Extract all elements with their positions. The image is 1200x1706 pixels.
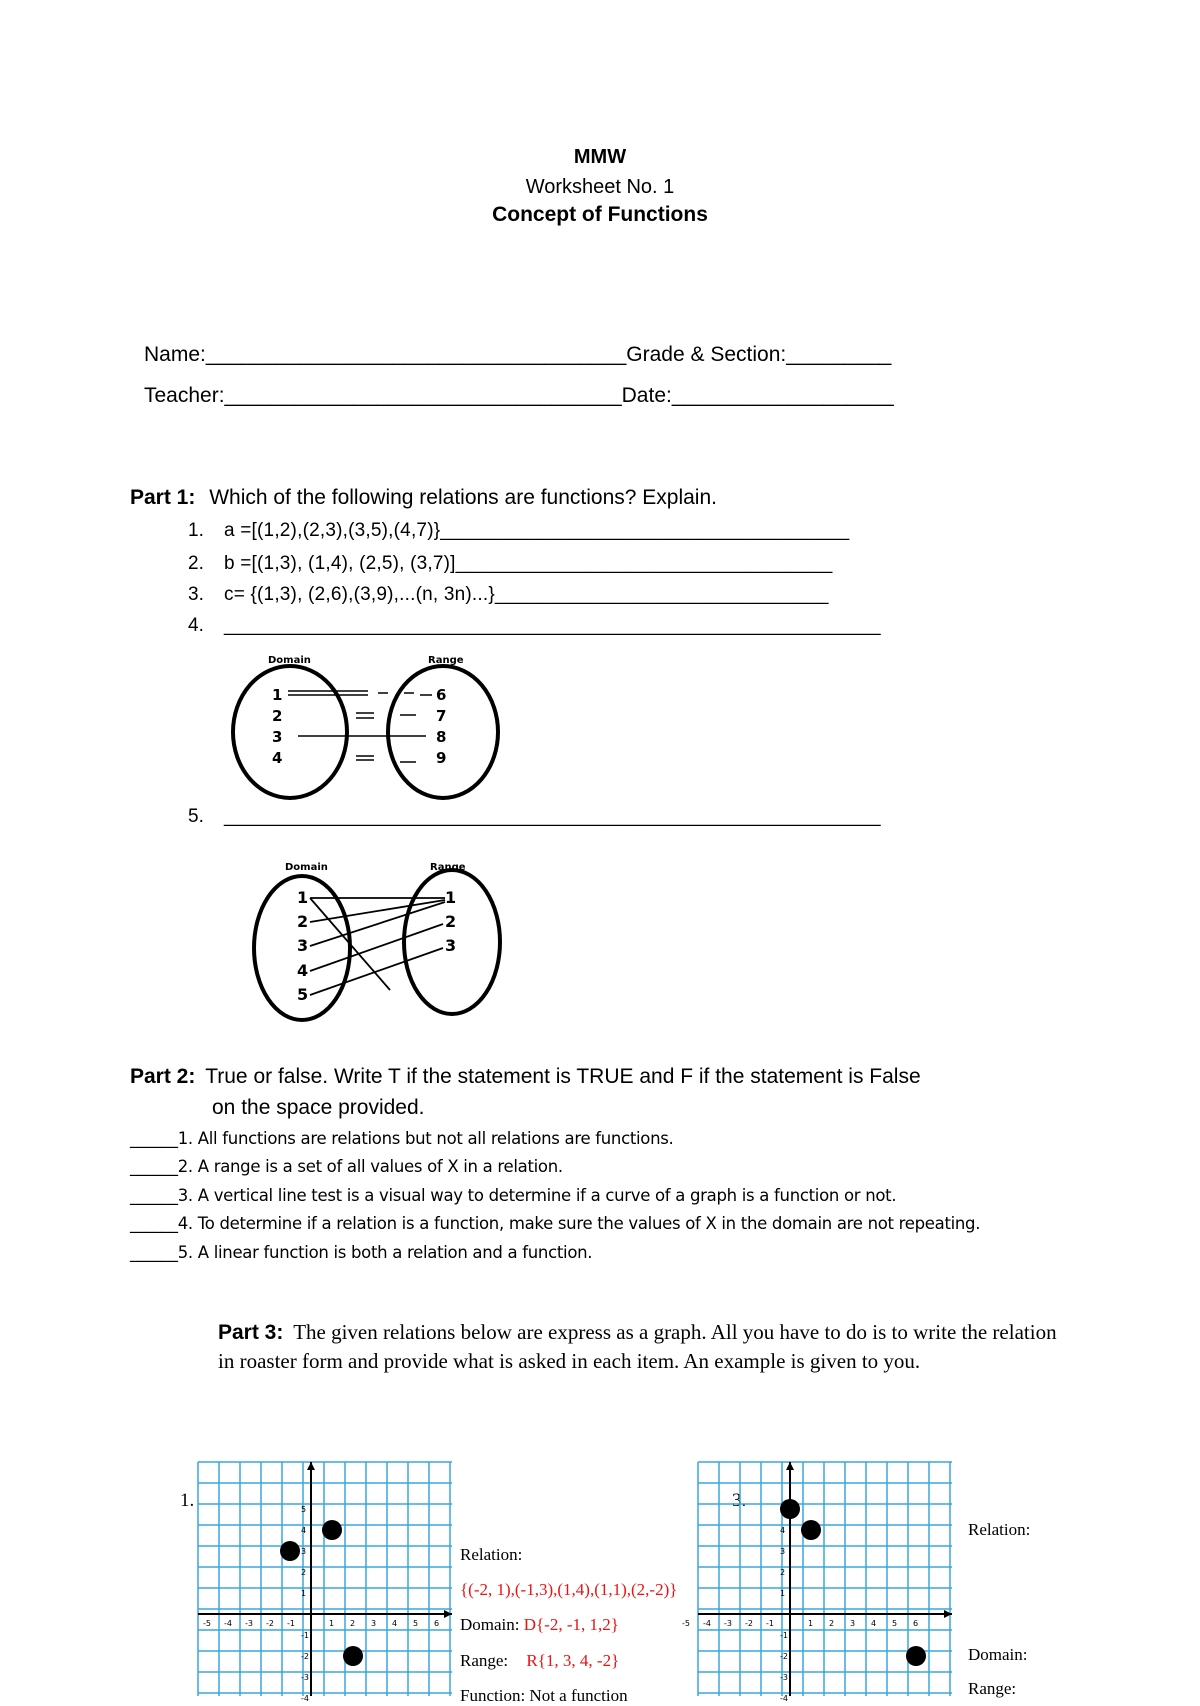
mapping-arrows — [310, 898, 445, 995]
coordinate-grid-1 — [198, 1462, 452, 1703]
tick-label: -5 — [682, 1619, 690, 1628]
item-number: 3. — [188, 584, 204, 605]
y-axis-arrow — [786, 1462, 794, 1470]
true-false-item: ______1. All functions are relations but not all relations are functions. — [130, 1129, 674, 1148]
tick-label: -2 — [780, 1652, 788, 1661]
tick-label: -1 — [287, 1619, 295, 1628]
worksheet-topic: Concept of Functions — [492, 203, 708, 226]
graph1-domain — [460, 1615, 619, 1635]
item-text: _____________________________________________________________ — [224, 615, 881, 636]
tick-label: -5 — [203, 1619, 211, 1628]
tick-label: 1 — [301, 1589, 307, 1598]
x-axis-arrow — [444, 1610, 452, 1618]
graph1-number: 1. — [180, 1490, 195, 1511]
true-false-item: ______5. A linear function is both a relation and a function. — [130, 1243, 593, 1262]
tick-label: -4 — [780, 1694, 788, 1703]
range-value: 6 — [436, 686, 447, 704]
tick-label: -1 — [766, 1619, 774, 1628]
domain-value: 5 — [297, 985, 309, 1004]
graph3-number: 3. — [732, 1490, 747, 1511]
tick-label: -2 — [745, 1619, 753, 1628]
part2-instruction: True or false. Write T if the statement is TRUE and F if the statement is False — [205, 1065, 921, 1088]
graph1-function-label: Function: Not a function — [460, 1686, 628, 1705]
domain-value: 1 — [272, 686, 283, 704]
domain-value: 1 — [297, 888, 309, 907]
item-number: 5. — [188, 806, 204, 827]
name-grade-line: Name:____________________________________Grade & Section:_________ — [144, 343, 892, 366]
tick-label: 3 — [780, 1547, 786, 1556]
part2-label: Part 2: — [130, 1065, 196, 1088]
domain-value: 3 — [272, 728, 283, 746]
tick-label: -4 — [703, 1619, 711, 1628]
tick-label: 5 — [301, 1505, 307, 1514]
tick-label: -3 — [301, 1673, 309, 1682]
part3-text: The given relations below are express as a graph. All you have to do is to write the relation in roaster form and provide what is asked in each item. An example is given to you. — [218, 1320, 1057, 1373]
item-text: a =[(1,2),(2,3),(3,5),(4,7)}______________________________________ — [224, 520, 850, 541]
tick-label: 6 — [913, 1619, 919, 1628]
domain-value: 2 — [297, 912, 309, 931]
domain-value: 4 — [272, 749, 283, 767]
item-number: 2. — [188, 553, 204, 574]
range-value: 8 — [436, 728, 447, 746]
tick-label: 4 — [301, 1526, 307, 1535]
part1-instruction: Which of the following relations are functions? Explain. — [209, 486, 717, 509]
tick-label: -3 — [245, 1619, 253, 1628]
tick-label: 4 — [392, 1619, 398, 1628]
plotted-point — [322, 1520, 342, 1540]
range-label: Range — [428, 655, 464, 666]
mapping-diagram-2 — [250, 860, 510, 1025]
plotted-point — [801, 1520, 821, 1540]
tick-label: 1 — [808, 1619, 814, 1628]
plotted-point — [280, 1541, 300, 1561]
tick-label: -2 — [266, 1619, 274, 1628]
tick-label: -1 — [301, 1631, 309, 1640]
domain-answer: D{-2, -1, 1,2} — [523, 1615, 619, 1634]
graph1-relation-label: Relation: — [460, 1545, 523, 1564]
domain-oval — [233, 666, 347, 798]
course-title: MMW — [573, 146, 627, 168]
x-axis-arrow — [944, 1610, 952, 1618]
plotted-point — [780, 1499, 800, 1519]
range-value: 9 — [436, 749, 447, 767]
tick-label: 2 — [780, 1568, 786, 1577]
tick-label: 1 — [780, 1589, 786, 1598]
tick-label: -2 — [301, 1652, 309, 1661]
tick-label: 5 — [892, 1619, 898, 1628]
range-answer: R{1, 3, 4, -2} — [526, 1651, 620, 1670]
true-false-item: ______2. A range is a set of all values of X in a relation. — [130, 1157, 563, 1176]
domain-value: 3 — [297, 936, 309, 955]
part3-instruction — [218, 1318, 1058, 1376]
range-value: 7 — [436, 707, 447, 725]
true-false-item: ______4. To determine if a relation is a function, make sure the values of X in the domain are not repeating. — [130, 1214, 981, 1233]
tick-label: 2 — [350, 1619, 356, 1628]
item-text: b =[(1,3), (1,4), (2,5), (3,7)]___________________________________ — [224, 553, 833, 574]
teacher-date-line: Teacher:__________________________________Date:___________________ — [144, 384, 894, 407]
mapping-arrows — [288, 691, 432, 762]
true-false-item: ______3. A vertical line test is a visual way to determine if a curve of a graph is a function or not. — [130, 1186, 897, 1205]
domain-value: 4 — [297, 961, 309, 980]
graph3-range-label: Range: — [968, 1679, 1017, 1698]
range-value: 3 — [445, 936, 457, 955]
range-value: 1 — [445, 888, 457, 907]
domain-label: Domain: — [460, 1615, 520, 1634]
worksheet-number: Worksheet No. 1 — [525, 176, 675, 198]
tick-label: -4 — [224, 1619, 232, 1628]
tick-label: 3 — [850, 1619, 856, 1628]
tick-label: -3 — [780, 1673, 788, 1682]
tick-label: 3 — [301, 1547, 307, 1556]
range-label: Range — [430, 862, 466, 873]
part3-label: Part 3: — [218, 1321, 284, 1344]
graph1-range — [460, 1651, 619, 1671]
tick-label: 5 — [413, 1619, 419, 1628]
part2-heading — [130, 1065, 921, 1089]
tick-label: 2 — [301, 1568, 307, 1577]
tick-label: 6 — [434, 1619, 440, 1628]
tick-label: 1 — [329, 1619, 335, 1628]
tick-label: 4 — [871, 1619, 877, 1628]
tick-label: 4 — [780, 1526, 786, 1535]
domain-value: 2 — [272, 707, 283, 725]
graph1-relation-answer: {(-2, 1),(-1,3),(1,4),(1,1),(2,-2)} — [460, 1580, 678, 1599]
tick-label: -3 — [724, 1619, 732, 1628]
item-number: 1. — [188, 520, 204, 541]
range-value: 2 — [445, 912, 457, 931]
y-axis-arrow — [307, 1462, 315, 1470]
tick-label: -4 — [301, 1694, 309, 1703]
part1-label: Part 1: — [130, 486, 196, 509]
item-text: _____________________________________________________________ — [224, 806, 881, 827]
plotted-point — [343, 1646, 363, 1666]
part2-instruction-cont: on the space provided. — [212, 1096, 425, 1119]
item-number: 4. — [188, 615, 204, 636]
tick-label: 3 — [371, 1619, 377, 1628]
plotted-point — [906, 1646, 926, 1666]
item-text: c= {(1,3), (2,6),(3,9),...(n, 3n)...}_______________________________ — [224, 584, 829, 605]
graph3-relation-label: Relation: — [968, 1520, 1031, 1539]
domain-label: Domain — [285, 862, 328, 873]
tick-label: 2 — [829, 1619, 835, 1628]
range-label: Range: — [460, 1651, 509, 1670]
part1-heading — [130, 486, 717, 510]
mapping-diagram-1 — [228, 652, 508, 802]
domain-label: Domain — [268, 655, 311, 666]
tick-label: -1 — [780, 1631, 788, 1640]
coordinate-grid-3 — [682, 1462, 952, 1703]
graph3-domain-label: Domain: — [968, 1645, 1028, 1664]
